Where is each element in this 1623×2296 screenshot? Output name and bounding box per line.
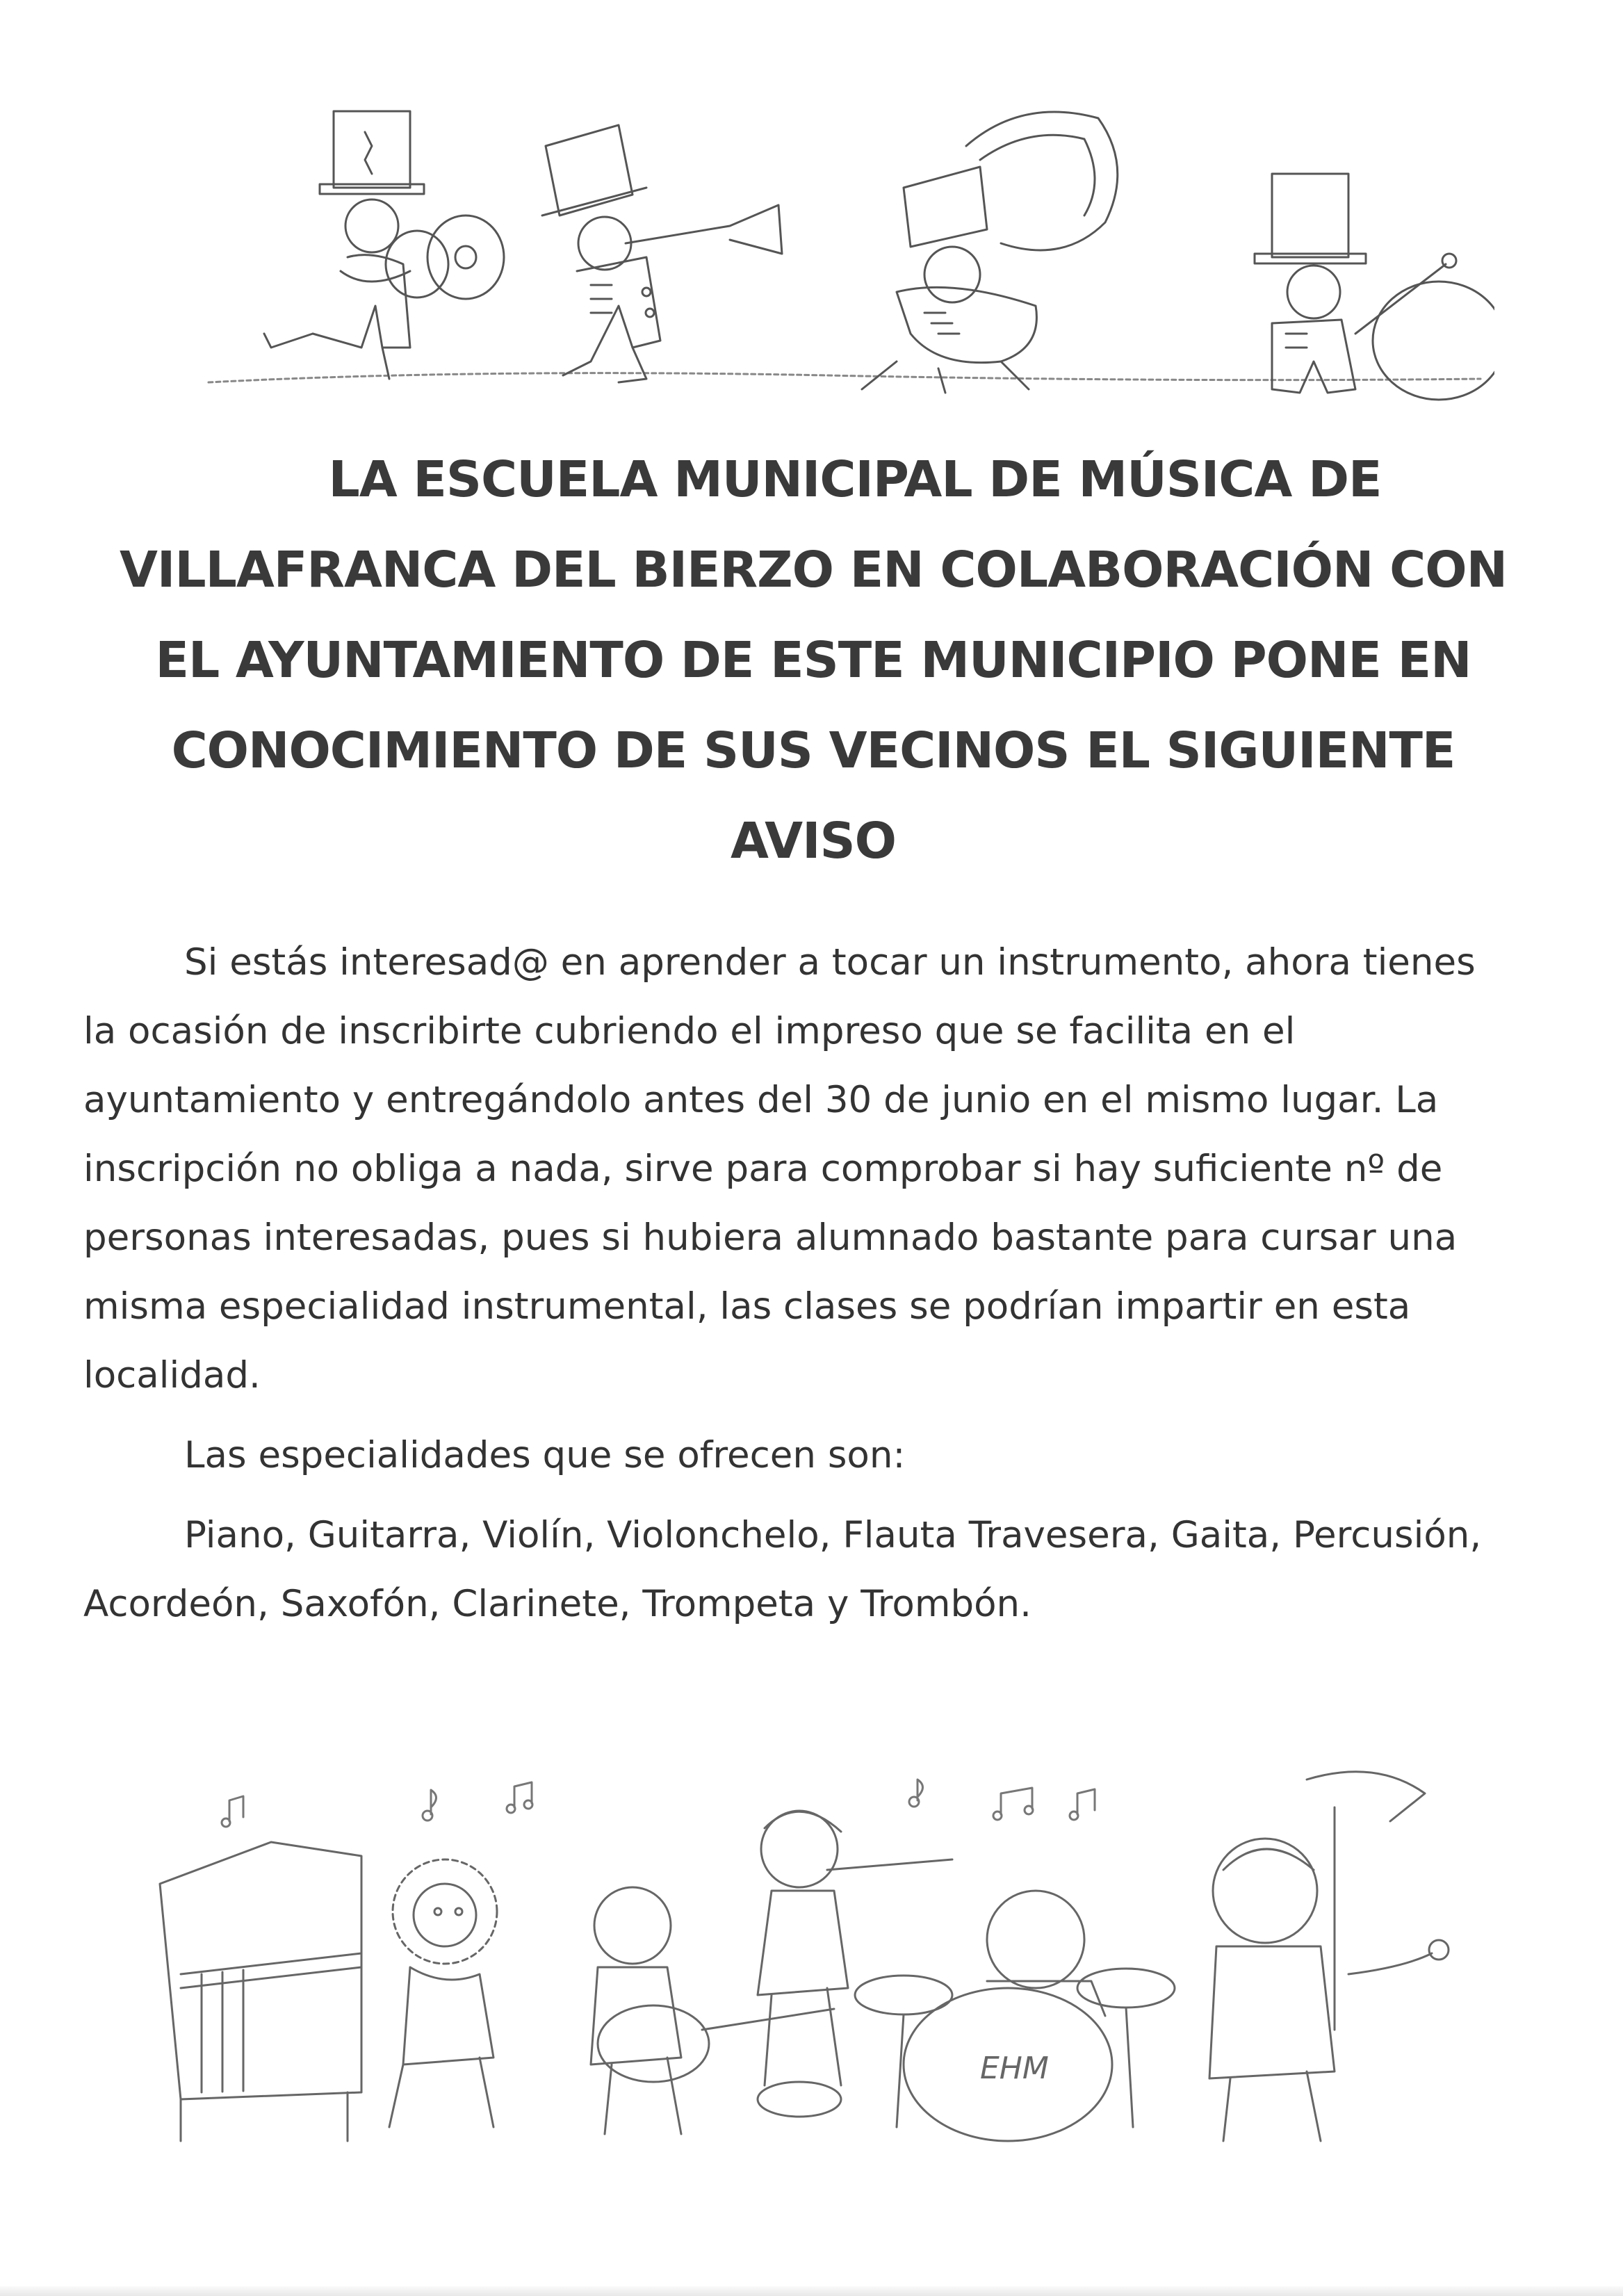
drummer-figure — [1255, 174, 1494, 400]
notice-heading — [90, 434, 1536, 886]
marching-band-icon — [202, 83, 1494, 417]
heading-line-3: EL AYUNTAMIENTO DE ESTE MUNICIPIO PONE EN — [155, 631, 1471, 689]
flutist-child-figure — [758, 1811, 952, 2117]
piano-figure — [160, 1842, 361, 2141]
music-notes-icon — [222, 1780, 1095, 1827]
heading-line-5: AVISO — [731, 812, 896, 870]
pianist-child-figure — [389, 1859, 497, 2127]
guitarist-child-figure — [591, 1887, 834, 2134]
children-band-illustration — [153, 1766, 1501, 2162]
drum-kit-figure — [855, 1891, 1175, 2141]
saxophonist-child-figure — [1209, 1772, 1449, 2141]
cymbal-player-figure — [264, 111, 504, 379]
heading-line-4: CONOCIMIENTO DE SUS VECINOS EL SIGUIENTE — [171, 722, 1455, 779]
notice-body — [83, 928, 1501, 1638]
scan-edge — [0, 2286, 1623, 2296]
marching-band-illustration — [202, 83, 1494, 417]
drum-label: EHM — [980, 2051, 1049, 2086]
specialties-list: Piano, Guitarra, Violín, Violonchelo, Flauta Travesera, Gaita, Percusión, Acordeón, Saxofón, Clarinete, Trompeta y Trombón. — [83, 1514, 1482, 1625]
sousaphone-player-figure — [862, 112, 1118, 393]
trumpet-player-figure — [542, 125, 782, 382]
heading-line-2: VILLAFRANCA DEL BIERZO EN COLABORACIÓN CON — [119, 541, 1508, 599]
intro-paragraph: Si estás interesad@ en aprender a tocar un instrumento, ahora tienes la ocasión de inscribirte cubriendo el impreso que se facilita en el ayuntamiento y entregándolo antes del 30 de junio en el mismo lugar. La inscripción no obliga a nada, sirve para comprobar si hay suficiente nº de personas interesadas, pues si hubiera alumnado bastante para cursar una misma especialidad instrumental, las clases se podrían impartir en esta localidad. — [83, 941, 1476, 1397]
children-band-icon — [153, 1766, 1501, 2162]
heading-line-1: LA ESCUELA MUNICIPAL DE MÚSICA DE — [328, 450, 1382, 508]
specialties-intro: Las especialidades que se ofrecen son: — [184, 1434, 906, 1476]
